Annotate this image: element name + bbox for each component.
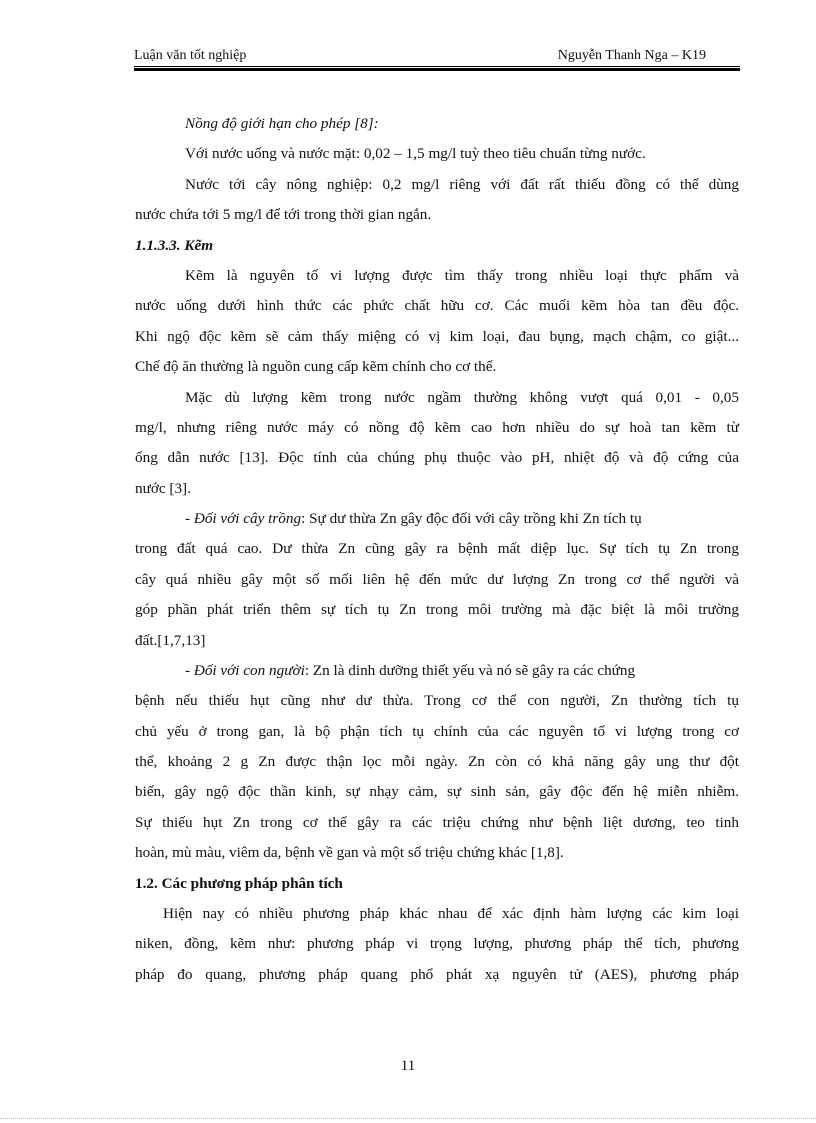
concentration-line-irrigation: Nước tới cây nông nghiệp: 0,2 mg/l riêng với đất rất thiếu đồng có thể dùng [185,176,739,193]
header-rule-thin [134,66,740,67]
paragraph-line: Hiện nay có nhiều phương pháp khác nhau để xác định hàm lượng các kim loại [163,905,739,922]
humans-label: - Đối với con người [185,662,305,679]
paragraph-line: chủ yếu ở trong gan, là bộ phận tích tụ chính của các nguyên tố vi lượng trong cơ [135,723,739,740]
section-heading: 1.2. Các phương pháp phân tích [135,875,343,892]
paragraph-line: bệnh nếu thiếu hụt cũng như dư thừa. Trong cơ thể con người, Zn thường tích tụ [135,692,739,709]
page-number: 11 [400,1058,416,1074]
concentration-line-irrigation-cont: nước chứa tới 5 mg/l để tới trong thời gian ngắn. [135,206,432,223]
humans-text: : Zn là dinh dưỡng thiết yếu và nó sẽ gây ra các chứng [304,662,636,679]
paragraph-line: pháp đo quang, phương pháp quang phổ phát xạ nguyên tử (AES), phương pháp [135,966,739,983]
paragraph-line: góp phần phát triển thêm sự tích tụ Zn trong môi trường mà đặc biệt là môi trường [135,601,739,618]
running-header [134,48,740,68]
header-thesis-label: Luận văn tốt nghiệp [134,48,247,63]
paragraph-line: Khi ngộ độc kẽm sẽ cảm thấy miệng có vị kim loại, đau bụng, mạch chậm, co giật... [135,328,739,345]
page-bottom-border [0,1118,816,1119]
plants-paragraph-line [185,508,739,530]
concentration-limit-title: Nồng độ giới hạn cho phép [8]: [185,115,379,132]
paragraph-line: mg/l, nhưng riêng nước máy có nồng độ kẽm cao hơn nhiều do sự hoà tan kẽm từ [135,419,739,436]
paragraph-line: Kẽm là nguyên tố vi lượng được tìm thấy trong nhiều loại thực phẩm và [185,267,739,284]
paragraph-line: ống dẫn nước [13]. Độc tính của chúng phụ thuộc vào pH, nhiệt độ và độ cứng của [135,449,739,466]
paragraph-line: Mặc dù lượng kẽm trong nước ngầm thường không vượt quá 0,01 - 0,05 [185,389,739,406]
paragraph-line: niken, đồng, kẽm như: phương pháp vi trọng lượng, phương pháp thể tích, phương [135,935,739,952]
paragraph-line: trong đất quá cao. Dư thừa Zn cũng gây ra bệnh mất diệp lục. Sự tích tụ Zn trong [135,540,739,557]
paragraph-line: hoàn, mù màu, viêm da, bệnh về gan và một số triệu chứng khác [1,8]. [135,844,564,861]
paragraph-line: nước uống dưới hình thức các phức chất hữu cơ. Các muối kẽm hòa tan đều độc. [135,297,739,314]
paragraph-line: Chế độ ăn thường là nguồn cung cấp kẽm chính cho cơ thể. [135,358,497,375]
header-author: Nguyễn Thanh Nga – K19 [557,48,706,63]
plants-text: : Sự dư thừa Zn gây độc đối với cây trồng khi Zn tích tụ [301,510,642,527]
plants-label: - Đối với cây trồng [185,510,302,527]
humans-paragraph-line [185,660,739,682]
paragraph-line: thể, khoảng 2 g Zn được thận lọc mỗi ngày. Zn còn có khả năng gây ung thư đột [135,753,739,770]
paragraph-line: nước [3]. [135,480,191,497]
concentration-line-drinking: Với nước uống và nước mặt: 0,02 – 1,5 mg/l tuỳ theo tiêu chuẩn từng nước. [185,145,646,162]
paragraph-line: đất.[1,7,13] [135,632,206,649]
paragraph-line: biến, gây ngộ độc thần kinh, sự nhạy cảm, sự sinh sản, gây độc đến hệ miễn nhiễm. [135,783,739,800]
header-rule-thick [134,68,740,71]
paragraph-line: Sự thiếu hụt Zn trong cơ thể gây ra các triệu chứng như bệnh liệt dương, teo tinh [135,814,739,831]
zinc-heading: 1.1.3.3. Kẽm [135,237,214,254]
paragraph-line: cây quá nhiều gây một số mối liên hệ đến mức dư lượng Zn trong cơ thể người và [135,571,739,588]
